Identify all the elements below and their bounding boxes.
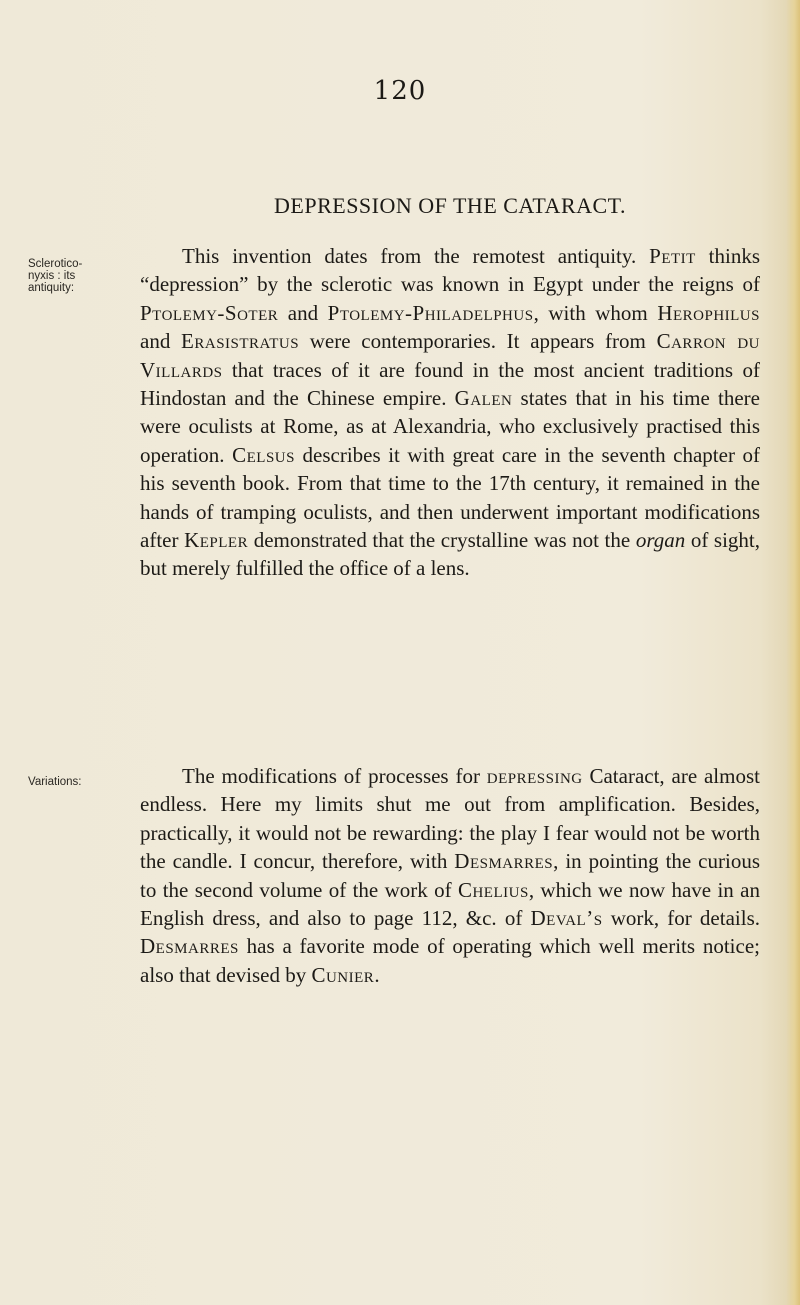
- text: has a favorite mode of operating which well merits notice; also that devised by: [140, 934, 760, 987]
- page-edge: [786, 0, 800, 1305]
- text: .: [374, 962, 380, 987]
- text: states that in his time there were oculists at Rome, as at Alexandria, who exclusively practised this operation.: [140, 386, 760, 467]
- name-desmarres: Desmarres: [140, 934, 239, 959]
- name-desmarres: Desmarres: [454, 849, 554, 874]
- name-petit: Petit: [649, 244, 696, 268]
- margin-note-variations: Variations:: [28, 776, 82, 788]
- name-chelius: Chelius: [457, 877, 529, 902]
- text: that traces of it are found in the most ancient traditions of Hindostan and the Chinese empire.: [140, 357, 760, 411]
- text: were contemporaries. It appears from: [299, 329, 657, 354]
- text: and: [278, 300, 328, 325]
- name-ptolemy-soter: Ptolemy-Soter: [140, 300, 279, 325]
- name-galen: Galen: [454, 386, 513, 411]
- name-carron-du-villards: Carron du Villards: [140, 329, 760, 382]
- text: and: [140, 329, 182, 354]
- term-depressing: depressing: [486, 764, 583, 788]
- page-number: 120: [373, 76, 427, 106]
- paragraph-variations: [140, 762, 760, 989]
- name-cunier: Cunier: [311, 962, 375, 987]
- text: work, for details.: [602, 906, 760, 931]
- text: The modifications of processes for: [182, 764, 487, 788]
- name-kepler: Kepler: [184, 528, 249, 553]
- italic-organ: organ: [635, 528, 686, 553]
- text: thinks “depression” by the sclerotic was known in Egypt under the reigns of: [140, 244, 761, 297]
- name-erasistratus: Erasistratus: [181, 329, 300, 354]
- name-deval: Deval’s: [530, 906, 603, 931]
- margin-note-antiquity: Sclerotico-nyxis : its antiquity:: [28, 258, 83, 294]
- name-herophilus: Herophilus: [657, 300, 760, 325]
- text: describes it with great care in the seventh chapter of his seventh book. From that time to the 17th century, it remained in the hands of tramping oculists, and then underwent important modifications after: [140, 442, 760, 553]
- text: , in pointing the curious to the second volume of the work of: [140, 849, 760, 902]
- name-celsus: Celsus: [232, 442, 295, 467]
- text: demonstrated that the crystalline was not the: [248, 528, 636, 553]
- chapter-title: DEPRESSION OF THE CATARACT.: [274, 193, 626, 218]
- text: Cataract, are almost endless. Here my limits shut me out from amplification. Besides, practically, it would not be rewarding: the play I fear would not be worth the candle. I concur, therefore, with: [140, 764, 760, 874]
- text: , with whom: [533, 300, 658, 325]
- paragraph-antiquity: [140, 242, 760, 583]
- text: This invention dates from the remotest antiquity.: [182, 244, 637, 268]
- text: , which we now have in an English dress, and also to page 112, &c. of: [140, 877, 760, 931]
- name-ptolemy-philadelphus: Ptolemy-Philadelphus: [327, 300, 534, 325]
- text: of sight, but merely fulfilled the office of a lens.: [140, 528, 761, 581]
